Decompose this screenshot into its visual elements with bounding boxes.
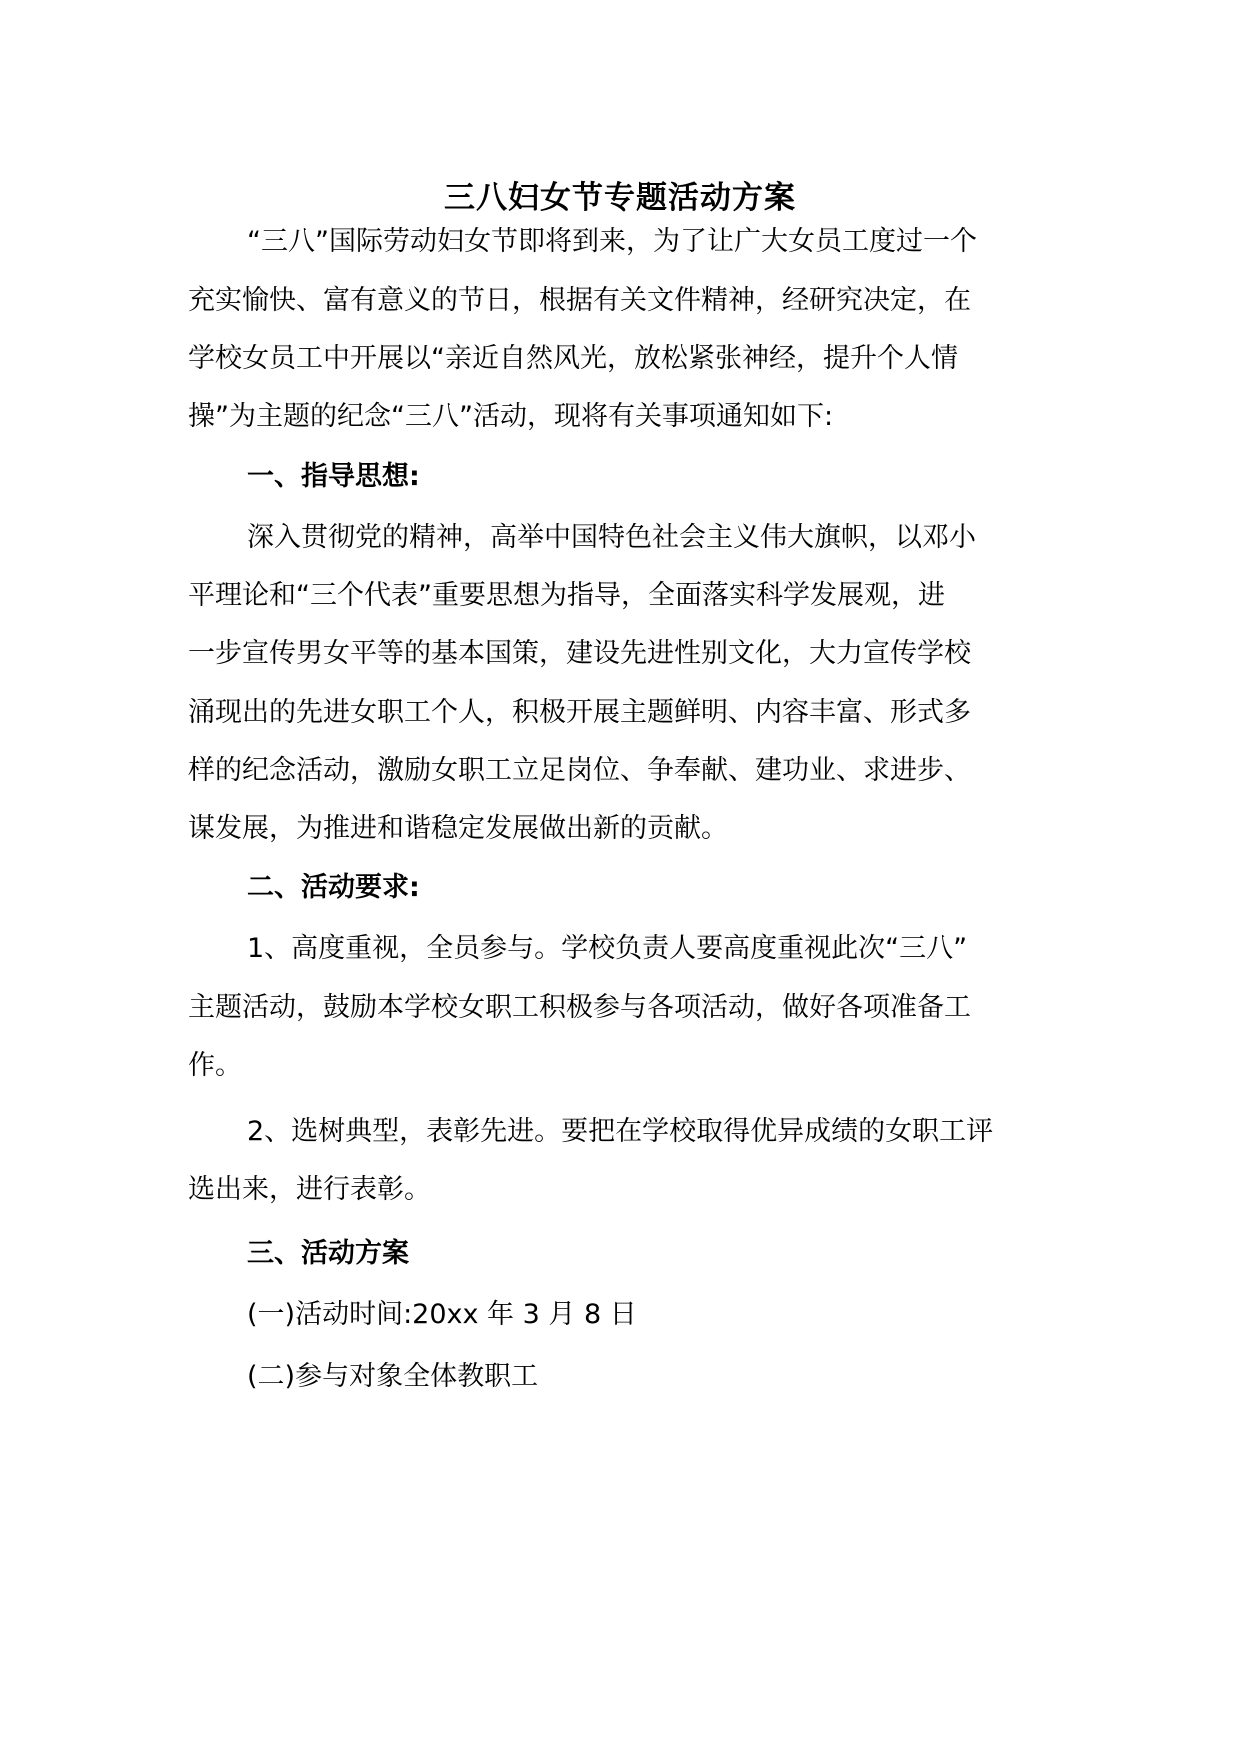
section-1-line-2: 平理论和“三个代表”重要思想为指导，全面落实科学发展观，进 [188, 580, 945, 611]
section-1-line-5: 样的纪念活动，激励女职工立足岗位、争奉献、建功业、求进步、 [188, 755, 971, 786]
intro-line-3: 学校女员工中开展以“亲近自然风光，放松紧张神经，提升个人情 [188, 343, 958, 374]
section-1-line-1: 深入贯彻党的精神，高举中国特色社会主义伟大旗帜，以邓小 [247, 522, 976, 553]
intro-line-4: 操”为主题的纪念“三八”活动，现将有关事项通知如下: [188, 401, 834, 432]
intro-line-1: “三八”国际劳动妇女节即将到来，为了让广大女员工度过一个 [247, 226, 977, 257]
section-2-heading: 二、活动要求: [247, 872, 420, 903]
intro-line-2: 充实愉快、富有意义的节日，根据有关文件精神，经研究决定，在 [188, 285, 971, 316]
section-3-item-2: (二)参与对象全体教职工 [247, 1361, 539, 1392]
section-3-heading: 三、活动方案 [247, 1238, 409, 1269]
section-2-item-2-line-2: 选出来，进行表彰。 [188, 1174, 431, 1205]
section-3-item-1: (一)活动时间:20xx 年 3 月 8 日 [247, 1299, 637, 1330]
section-2-item-2-line-1: 2、选树典型，表彰先进。要把在学校取得优异成绩的女职工评 [247, 1116, 994, 1147]
section-2-item-1-line-3: 作。 [188, 1050, 242, 1081]
section-1-line-6: 谋发展，为推进和谐稳定发展做出新的贡献。 [188, 813, 728, 844]
section-2-item-1-line-2: 主题活动，鼓励本学校女职工积极参与各项活动，做好各项准备工 [188, 992, 971, 1023]
document-title: 三八妇女节专题活动方案 [444, 180, 796, 216]
section-2-item-1-line-1: 1、高度重视，全员参与。学校负责人要高度重视此次“三八” [247, 933, 968, 964]
section-1-heading: 一、指导思想: [247, 461, 420, 492]
section-1-line-4: 涌现出的先进女职工个人，积极开展主题鲜明、内容丰富、形式多 [188, 697, 971, 728]
section-1-line-3: 一步宣传男女平等的基本国策，建设先进性别文化，大力宣传学校 [188, 638, 971, 669]
